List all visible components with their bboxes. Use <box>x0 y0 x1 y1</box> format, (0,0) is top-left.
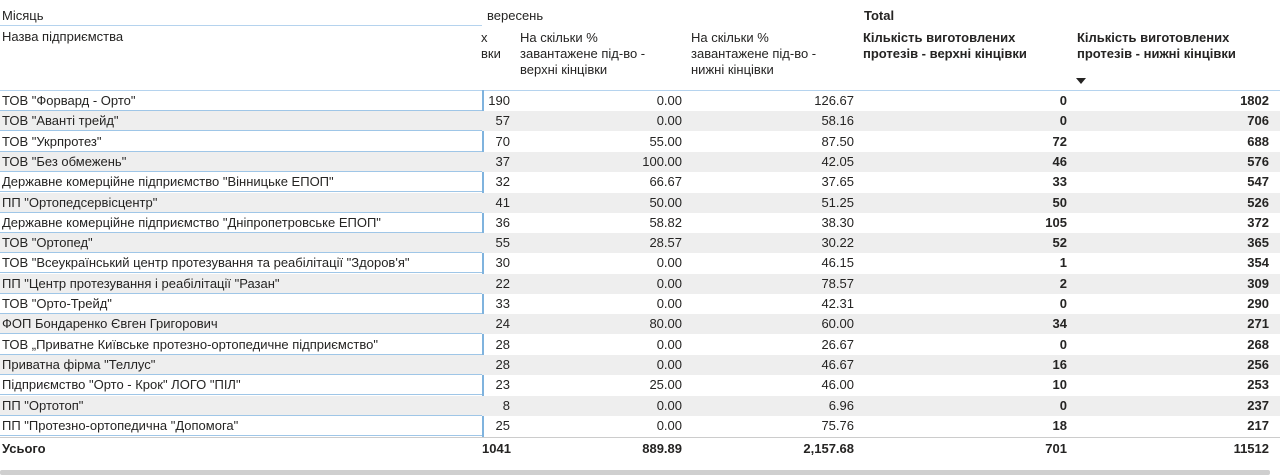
lower-count-cell: 372 <box>1247 214 1269 230</box>
company-name-cell: ПП "Ортопедсервісцентр" <box>2 194 158 210</box>
upper-count-cell: 46 <box>1052 153 1067 169</box>
total-value-count: 1041 <box>482 441 511 456</box>
load-upper-cell: 50.00 <box>649 194 682 210</box>
lower-count-cell: 365 <box>1247 235 1269 251</box>
load-lower-cell: 6.96 <box>828 397 854 413</box>
upper-count-cell: 34 <box>1052 316 1067 332</box>
company-name-cell: ПП "Протезно-ортопедична "Допомога" <box>2 417 239 433</box>
lower-count-cell: 706 <box>1247 113 1269 129</box>
count-cell: 32 <box>495 174 510 190</box>
load-upper-cell: 0.00 <box>656 113 682 129</box>
company-name-cell: ТОВ "Укрпротез" <box>2 133 102 149</box>
count-cell: 55 <box>495 235 510 251</box>
count-cell: 24 <box>495 316 510 332</box>
load-upper-cell: 0.00 <box>656 275 682 291</box>
lower-count-cell: 354 <box>1247 255 1269 271</box>
total-value-upper-count: 701 <box>1045 441 1067 456</box>
load-upper-cell: 55.00 <box>649 133 682 149</box>
count-cell: 57 <box>495 113 510 129</box>
column-header-upper-count[interactable]: Кількість виготовлених протезів - верхні кінцівки <box>863 30 1027 61</box>
table-row[interactable] <box>0 253 1280 273</box>
upper-count-cell: 33 <box>1052 174 1067 190</box>
count-cell: 70 <box>495 133 510 149</box>
load-lower-cell: 26.67 <box>821 336 854 352</box>
count-cell: 41 <box>495 194 510 210</box>
table-row[interactable] <box>0 396 1280 416</box>
company-name-cell: Державне комерційне підприємство "Дніпропетровське ЕПОП" <box>2 214 381 230</box>
company-name-cell: ТОВ "Без обмежень" <box>2 153 127 169</box>
table-row[interactable] <box>0 111 1280 131</box>
header-total-label: Total <box>864 8 895 23</box>
upper-count-cell: 2 <box>1059 275 1067 291</box>
upper-count-cell: 52 <box>1052 235 1067 251</box>
table-row[interactable] <box>0 335 1280 355</box>
table-row[interactable] <box>0 91 1280 111</box>
lower-count-cell: 268 <box>1247 336 1269 352</box>
load-lower-cell: 51.25 <box>821 194 854 210</box>
load-upper-cell: 58.82 <box>649 214 682 230</box>
load-lower-cell: 87.50 <box>821 133 854 149</box>
upper-count-cell: 0 <box>1059 113 1067 129</box>
upper-count-cell: 18 <box>1052 417 1067 433</box>
table-row[interactable] <box>0 172 1280 192</box>
company-name-cell: ТОВ "Аванті трейд" <box>2 113 119 129</box>
lower-count-cell: 576 <box>1247 153 1269 169</box>
upper-count-cell: 1 <box>1059 255 1067 271</box>
lower-count-cell: 688 <box>1247 133 1269 149</box>
total-value-load-lower: 2,157.68 <box>803 441 854 456</box>
count-cell: 37 <box>495 153 510 169</box>
table-row[interactable] <box>0 132 1280 152</box>
count-cell: 25 <box>495 417 510 433</box>
upper-count-cell: 50 <box>1052 194 1067 210</box>
load-upper-cell: 80.00 <box>649 316 682 332</box>
upper-count-cell: 10 <box>1052 377 1067 393</box>
table-row[interactable] <box>0 314 1280 334</box>
horizontal-scrollbar[interactable] <box>0 470 1270 475</box>
load-upper-cell: 100.00 <box>642 153 682 169</box>
load-lower-cell: 42.05 <box>821 153 854 169</box>
lower-count-cell: 217 <box>1247 417 1269 433</box>
load-upper-cell: 66.67 <box>649 174 682 190</box>
load-lower-cell: 58.16 <box>821 113 854 129</box>
load-lower-cell: 46.67 <box>821 356 854 372</box>
column-header-lower-count[interactable]: Кількість виготовлених протезів - нижні кінцівки <box>1077 30 1236 61</box>
header-divider <box>0 25 482 26</box>
count-cell: 190 <box>488 93 510 108</box>
lower-count-cell: 526 <box>1247 194 1269 210</box>
load-upper-cell: 25.00 <box>649 377 682 393</box>
company-name-cell: Приватна фірма "Теллус" <box>2 356 156 372</box>
company-name-cell: ТОВ "Орто-Трейд" <box>2 296 112 311</box>
load-lower-cell: 46.15 <box>821 255 854 271</box>
load-lower-cell: 46.00 <box>821 377 854 393</box>
table-row[interactable] <box>0 355 1280 375</box>
company-name-cell: ТОВ "Ортопед" <box>2 235 93 251</box>
lower-count-cell: 290 <box>1247 296 1269 311</box>
load-lower-cell: 75.76 <box>821 417 854 433</box>
row-divider <box>0 435 482 436</box>
upper-count-cell: 105 <box>1045 214 1067 230</box>
lower-count-cell: 309 <box>1247 275 1269 291</box>
lower-count-cell: 271 <box>1247 316 1269 332</box>
load-upper-cell: 28.57 <box>649 235 682 251</box>
header-month-label: Місяць <box>2 8 44 23</box>
header-company-label[interactable]: Назва підприємства <box>2 29 124 44</box>
company-name-cell: ПП "Ортотоп" <box>2 397 84 413</box>
load-upper-cell: 0.00 <box>656 336 682 352</box>
count-cell: 28 <box>495 336 510 352</box>
load-lower-cell: 37.65 <box>821 174 854 190</box>
table-row[interactable] <box>0 213 1280 233</box>
lower-count-cell: 1802 <box>1240 93 1269 108</box>
table-row[interactable] <box>0 416 1280 436</box>
upper-count-cell: 0 <box>1059 397 1067 413</box>
load-upper-cell: 0.00 <box>656 255 682 271</box>
count-cell: 30 <box>495 255 510 271</box>
lower-count-cell: 256 <box>1247 356 1269 372</box>
total-row <box>0 438 1280 460</box>
table-row[interactable] <box>0 274 1280 294</box>
company-name-cell: ТОВ „Приватне Київське протезно-ортопедичне підприємство" <box>2 336 378 352</box>
table-row[interactable] <box>0 152 1280 172</box>
load-upper-cell: 0.00 <box>656 417 682 433</box>
header-month-value: вересень <box>487 8 544 23</box>
company-name-cell: ТОВ "Форвард - Орто" <box>2 93 136 108</box>
load-lower-cell: 126.67 <box>814 93 854 108</box>
count-cell: 28 <box>495 356 510 372</box>
count-cell: 33 <box>495 296 510 311</box>
load-lower-cell: 42.31 <box>821 296 854 311</box>
upper-count-cell: 16 <box>1052 356 1067 372</box>
load-upper-cell: 0.00 <box>656 296 682 311</box>
load-upper-cell: 0.00 <box>656 356 682 372</box>
company-name-cell: Державне комерційне підприємство "Вінницьке ЕПОП" <box>2 174 334 190</box>
upper-count-cell: 0 <box>1059 93 1067 108</box>
table-row[interactable] <box>0 294 1280 314</box>
load-lower-cell: 60.00 <box>821 316 854 332</box>
count-cell: 36 <box>495 214 510 230</box>
sort-descending-icon[interactable] <box>1076 78 1086 84</box>
upper-count-cell: 0 <box>1059 336 1067 352</box>
load-lower-cell: 30.22 <box>821 235 854 251</box>
total-value-load-upper: 889.89 <box>642 441 682 456</box>
total-label: Усього <box>2 441 46 456</box>
company-name-cell: ФОП Бондаренко Євген Григорович <box>2 316 218 332</box>
load-upper-cell: 0.00 <box>656 397 682 413</box>
load-lower-cell: 38.30 <box>821 214 854 230</box>
upper-count-cell: 0 <box>1059 296 1067 311</box>
table-row[interactable] <box>0 375 1280 395</box>
count-cell: 22 <box>495 275 510 291</box>
company-name-cell: ТОВ "Всеукраїнський центр протезування та реабілітації "Здоров'я" <box>2 255 410 271</box>
total-value-lower-count: 11512 <box>1233 441 1269 456</box>
upper-count-cell: 72 <box>1052 133 1067 149</box>
count-cell: 23 <box>495 377 510 393</box>
company-name-cell: ПП "Центр протезування і реабілітації "Разан" <box>2 275 280 291</box>
lower-count-cell: 237 <box>1247 397 1269 413</box>
table-row[interactable] <box>0 193 1280 213</box>
load-upper-cell: 0.00 <box>656 93 682 108</box>
load-lower-cell: 78.57 <box>821 275 854 291</box>
column-header-load-upper[interactable]: На скільки % завантажене під-во - верхні кінцівки <box>520 30 646 77</box>
lower-count-cell: 253 <box>1247 377 1269 393</box>
table-row[interactable] <box>0 233 1280 253</box>
column-header-load-lower[interactable]: На скільки % завантажене під-во - нижні кінцівки <box>691 30 817 77</box>
lower-count-cell: 547 <box>1247 174 1269 190</box>
count-cell: 8 <box>502 397 510 413</box>
column-header-count[interactable]: х вки <box>481 30 501 61</box>
company-name-cell: Підприємство "Орто - Крок" ЛОГО "ПІЛ" <box>2 377 241 393</box>
